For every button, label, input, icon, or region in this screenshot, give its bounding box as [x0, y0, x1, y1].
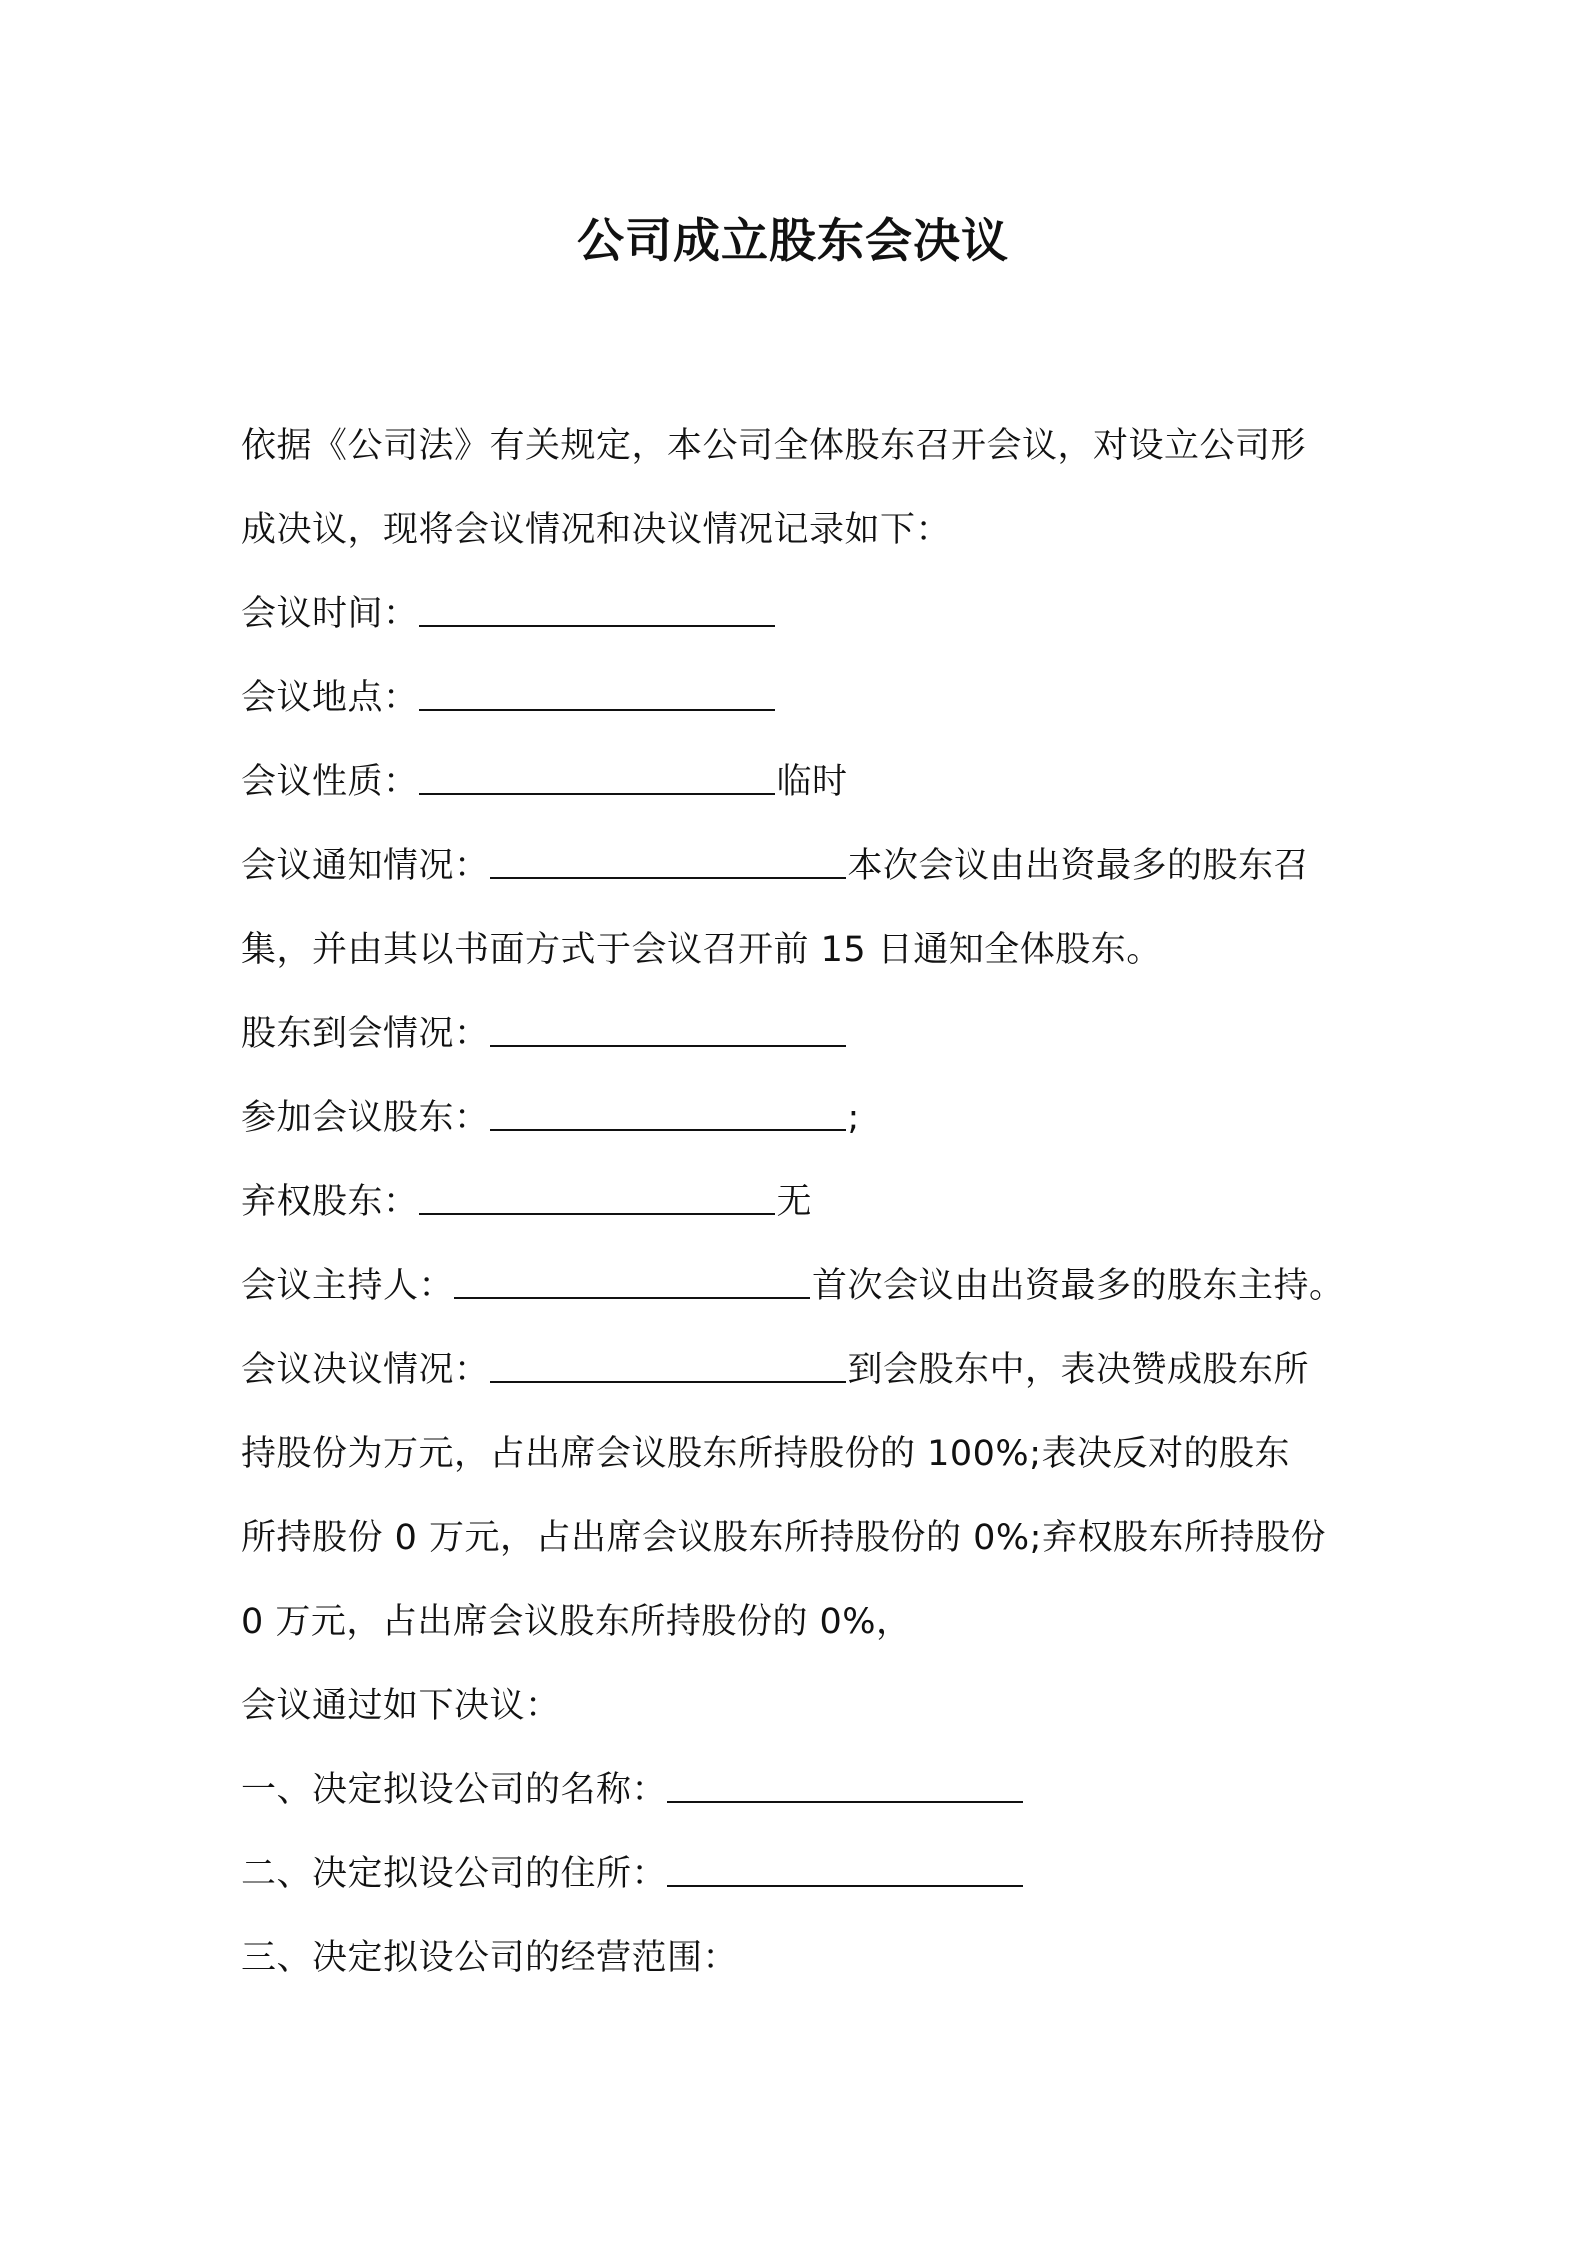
resolution-label: 三、决定拟设公司的经营范围： [241, 1938, 739, 1978]
field-label: 会议主持人： [241, 1266, 455, 1306]
field-attendance [241, 992, 1371, 1076]
fill-in-blank[interactable] [490, 1095, 846, 1131]
field-meeting-nature [241, 740, 1371, 824]
field-label: 会议地点： [241, 678, 419, 718]
field-meeting-time [241, 572, 1371, 656]
field-meeting-notice-cont: 集，并由其以书面方式于会议召开前 15 日通知全体股东。 [241, 930, 1162, 970]
resolution-label: 二、决定拟设公司的住所： [241, 1854, 668, 1894]
field-label: 会议时间： [241, 594, 419, 634]
field-value: 本次会议由出资最多的股东召 [847, 846, 1310, 886]
intro-line-2: 成决议，现将会议情况和决议情况记录如下： [241, 510, 952, 550]
field-resolution-status-cont-1: 持股份为万元，占出席会议股东所持股份的 100%;表决反对的股东 [241, 1434, 1290, 1474]
document-title: 公司成立股东会决议 [577, 214, 1009, 269]
field-abstaining-shareholders [241, 1160, 1371, 1244]
fill-in-blank[interactable] [419, 759, 775, 795]
field-label: 会议决议情况： [241, 1350, 490, 1390]
resolutions-heading: 会议通过如下决议： [241, 1686, 561, 1726]
fill-in-blank[interactable] [419, 1179, 775, 1215]
resolution-label: 一、决定拟设公司的名称： [241, 1770, 668, 1810]
fill-in-blank[interactable] [419, 591, 775, 627]
field-resolution-status-cont-2: 所持股份 0 万元，占出席会议股东所持股份的 0%;弃权股东所持股份 [241, 1518, 1326, 1558]
field-meeting-notice [241, 824, 1371, 908]
field-value: ; [847, 1098, 860, 1138]
field-value: 到会股东中，表决赞成股东所 [847, 1350, 1310, 1390]
field-label: 会议通知情况： [241, 846, 490, 886]
resolution-item-name [241, 1748, 1371, 1832]
field-label: 弃权股东： [241, 1182, 419, 1222]
resolution-item-scope [241, 1916, 1371, 2000]
field-meeting-place [241, 656, 1371, 740]
fill-in-blank[interactable] [490, 1011, 846, 1047]
fill-in-blank[interactable] [490, 843, 846, 879]
intro-line-1: 依据《公司法》有关规定，本公司全体股东召开会议，对设立公司形 [241, 426, 1307, 466]
fill-in-blank[interactable] [454, 1263, 810, 1299]
document-body [241, 404, 1371, 2000]
field-label: 股东到会情况： [241, 1014, 490, 1054]
field-label: 会议性质： [241, 762, 419, 802]
field-value: 无 [776, 1182, 813, 1222]
resolution-item-address [241, 1832, 1371, 1916]
fill-in-blank[interactable] [419, 675, 775, 711]
field-value: 临时 [776, 762, 848, 802]
fill-in-blank[interactable] [667, 1767, 1023, 1803]
fill-in-blank[interactable] [667, 1851, 1023, 1887]
field-attending-shareholders [241, 1076, 1371, 1160]
fill-in-blank[interactable] [490, 1347, 846, 1383]
field-resolution-status [241, 1328, 1371, 1412]
field-resolution-status-cont-3: 0 万元，占出席会议股东所持股份的 0%， [241, 1602, 912, 1642]
field-label: 参加会议股东： [241, 1098, 490, 1138]
field-chair [241, 1244, 1371, 1328]
field-value: 首次会议由出资最多的股东主持。 [812, 1266, 1345, 1306]
